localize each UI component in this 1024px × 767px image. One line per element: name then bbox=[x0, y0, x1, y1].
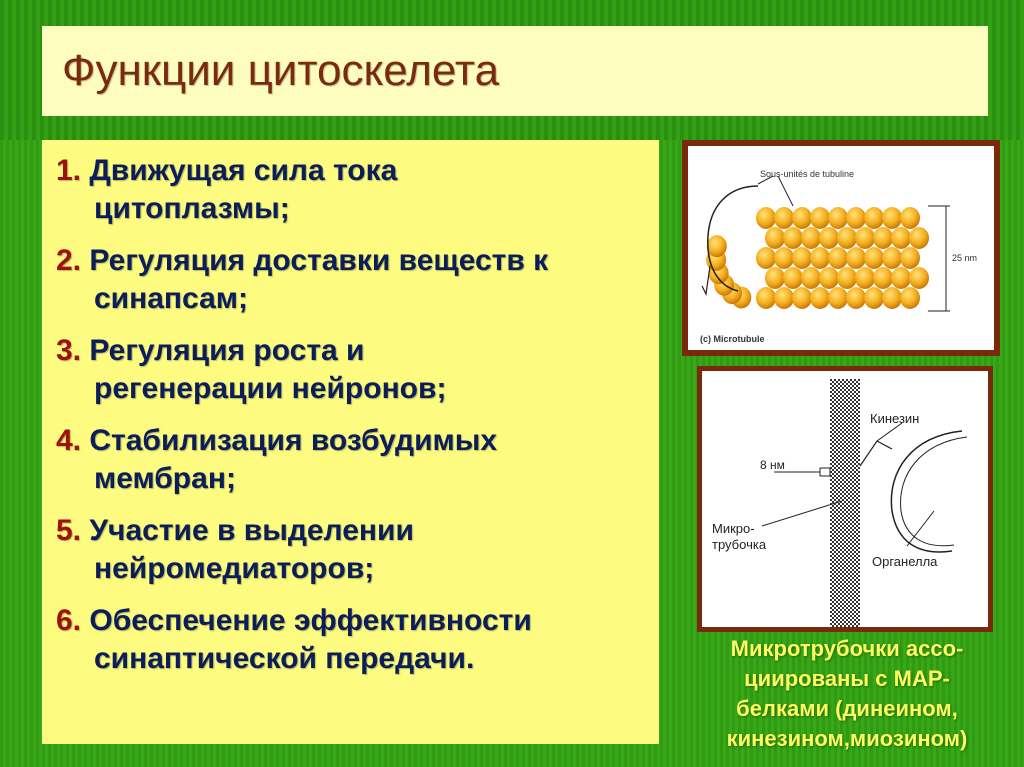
figure-caption bbox=[670, 634, 1024, 754]
list-item bbox=[56, 332, 652, 408]
tubulin-bead bbox=[882, 287, 902, 309]
item-number: 1. bbox=[56, 154, 82, 187]
tubulin-bead bbox=[891, 227, 911, 249]
tubulin-bead bbox=[837, 267, 857, 289]
microtubule-figure bbox=[682, 140, 1000, 356]
item-text: Движущая сила тока bbox=[89, 154, 398, 187]
item-text-continued: мембран; bbox=[94, 462, 236, 495]
kinesin-figure bbox=[697, 366, 993, 632]
tubulin-bead bbox=[801, 267, 821, 289]
caption-line: кинезином,миозином) bbox=[726, 726, 968, 751]
tubulin-label: Sous-unités de tubuline bbox=[760, 169, 855, 179]
microtubule-illustration bbox=[688, 146, 994, 350]
tubulin-bead bbox=[909, 227, 929, 249]
tubulin-bead bbox=[828, 207, 848, 229]
tubulin-bead bbox=[774, 247, 794, 269]
list-item bbox=[56, 152, 652, 228]
item-text: Стабилизация возбудимых bbox=[89, 424, 498, 457]
item-text-continued: цитоплазмы; bbox=[94, 192, 290, 225]
list-item bbox=[56, 422, 652, 498]
diameter-label: 25 nm bbox=[952, 253, 978, 263]
tubulin-bead bbox=[774, 207, 794, 229]
item-text-continued: синаптической передачи. bbox=[94, 642, 475, 675]
item-text-continued: синапсам; bbox=[94, 282, 248, 315]
microtubule-label-1: Микро- bbox=[712, 521, 755, 536]
tubulin-bead bbox=[765, 267, 785, 289]
item-number: 6. bbox=[56, 604, 82, 637]
item-text-continued: регенерации нейронов; bbox=[94, 372, 447, 405]
kinesin-diagram bbox=[702, 371, 988, 627]
tubulin-bead bbox=[900, 287, 920, 309]
item-number: 3. bbox=[56, 334, 82, 367]
tubulin-bead bbox=[828, 287, 848, 309]
tubulin-bead bbox=[909, 267, 929, 289]
tubulin-bead bbox=[707, 235, 727, 257]
microtubule-label-2: трубочка bbox=[712, 537, 767, 552]
kinesin-label: Кинезин bbox=[870, 411, 920, 426]
functions-list bbox=[56, 152, 652, 692]
list-item bbox=[56, 602, 652, 678]
item-text: Участие в выделении bbox=[89, 514, 414, 547]
tubulin-bead bbox=[855, 267, 875, 289]
item-number: 5. bbox=[56, 514, 82, 547]
tubulin-bead bbox=[783, 267, 803, 289]
tubulin-bead bbox=[846, 287, 866, 309]
tubulin-bead bbox=[846, 207, 866, 229]
organelle-label: Органелла bbox=[872, 554, 938, 569]
caption-line: циированы с МАР- bbox=[744, 666, 950, 691]
item-text: Регуляция роста и bbox=[89, 334, 365, 367]
tubulin-bead bbox=[864, 247, 884, 269]
tubulin-bead bbox=[864, 287, 884, 309]
tubulin-bead bbox=[846, 247, 866, 269]
tubulin-bead bbox=[882, 247, 902, 269]
tubulin-bead bbox=[828, 247, 848, 269]
tubulin-bead bbox=[864, 207, 884, 229]
tubulin-bead bbox=[819, 267, 839, 289]
tubulin-bead bbox=[855, 227, 875, 249]
functions-list-box bbox=[42, 140, 659, 744]
tubulin-bead bbox=[783, 227, 803, 249]
tubulin-bead bbox=[756, 247, 776, 269]
tubulin-bead bbox=[810, 207, 830, 229]
item-text: Обеспечение эффективности bbox=[89, 604, 532, 637]
tubulin-bead bbox=[765, 227, 785, 249]
tubulin-bead bbox=[837, 227, 857, 249]
organelle-shape bbox=[891, 431, 962, 552]
tubulin-bead bbox=[810, 247, 830, 269]
tubulin-bead bbox=[792, 287, 812, 309]
tubulin-bead bbox=[810, 287, 830, 309]
list-item bbox=[56, 242, 652, 318]
tubulin-bead bbox=[792, 247, 812, 269]
tubulin-subunits bbox=[706, 207, 929, 309]
item-text-continued: нейромедиаторов; bbox=[94, 552, 375, 585]
tubulin-bead bbox=[801, 227, 821, 249]
caption-line: Микротрубочки ассо- bbox=[730, 636, 964, 661]
tubulin-bead bbox=[792, 207, 812, 229]
tubulin-bead bbox=[756, 287, 776, 309]
tubulin-bead bbox=[819, 227, 839, 249]
tubulin-bead bbox=[882, 207, 902, 229]
item-number: 4. bbox=[56, 424, 82, 457]
tubulin-bead bbox=[756, 207, 776, 229]
tubulin-bead bbox=[873, 267, 893, 289]
tubulin-bead bbox=[891, 267, 911, 289]
list-item bbox=[56, 512, 652, 588]
tubulin-bead bbox=[900, 247, 920, 269]
size-label: 8 нм bbox=[760, 458, 785, 472]
tubulin-bead bbox=[873, 227, 893, 249]
kinesin-shape bbox=[860, 441, 892, 466]
title-box bbox=[42, 26, 988, 116]
slide-title: Функции цитоскелета bbox=[62, 46, 500, 95]
caption-line: белками (динеином, bbox=[736, 696, 958, 721]
figure-caption-microtubule: (c) Microtubule bbox=[700, 334, 765, 344]
tubulin-bead bbox=[900, 207, 920, 229]
item-text: Регуляция доставки веществ к bbox=[89, 244, 549, 277]
tubulin-bead bbox=[774, 287, 794, 309]
item-number: 2. bbox=[56, 244, 82, 277]
